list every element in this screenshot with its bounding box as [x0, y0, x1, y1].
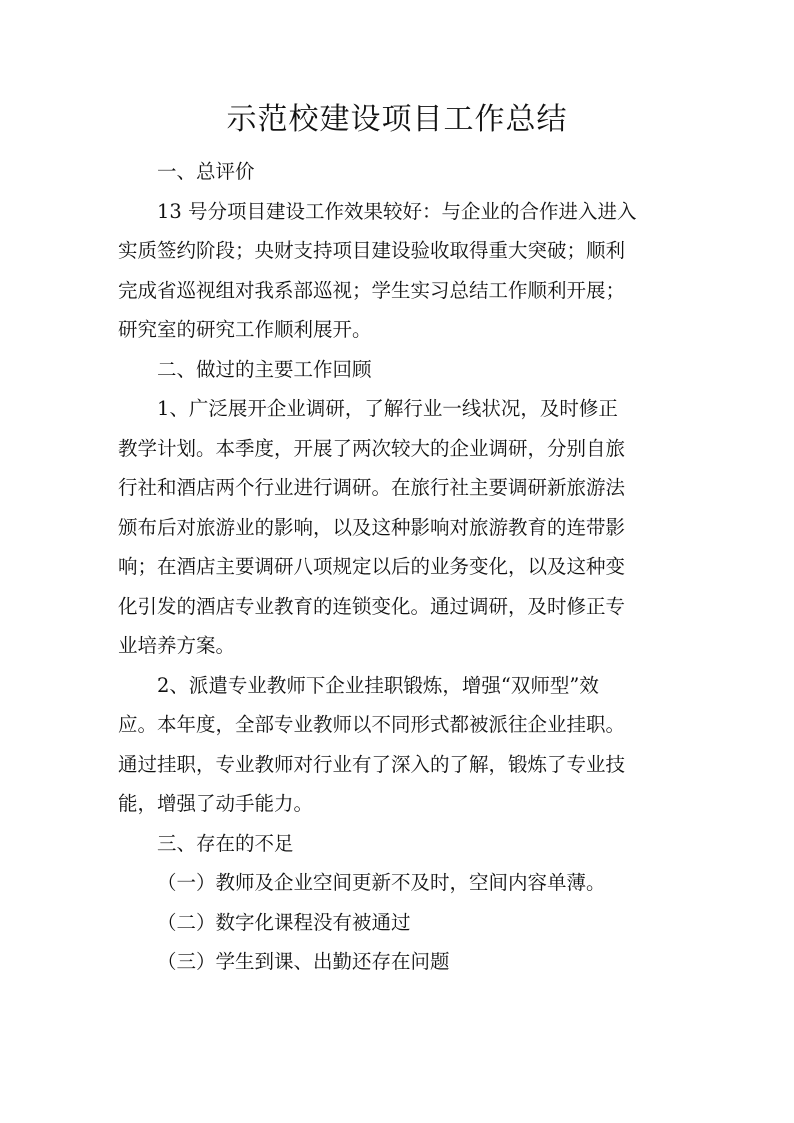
paragraph-line: 实质签约阶段；央财支持项目建设验收取得重大突破；顺利: [118, 239, 626, 262]
paragraph-line: 行社和酒店两个行业进行调研。在旅行社主要调研新旅游法: [118, 476, 626, 499]
paragraph-line: 研究室的研究工作顺利展开。: [118, 318, 372, 341]
section-heading-shortcomings: 三、存在的不足: [157, 831, 294, 855]
shortcoming-item-1: （一）教师及企业空间更新不及时，空间内容单薄。: [157, 871, 606, 894]
paragraph-line: 响；在酒店主要调研八项规定以后的业务变化，以及这种变: [118, 555, 626, 578]
evaluation-paragraph: [118, 192, 680, 350]
paragraph-line: 化引发的酒店专业教育的连锁变化。通过调研，及时修正专: [118, 594, 626, 618]
shortcoming-item-2: （二）数字化课程没有被通过: [157, 910, 411, 934]
paragraph-line: 13 号分项目建设工作效果较好：与企业的合作进入进入: [157, 199, 637, 223]
paragraph-line: 通过挂职，专业教师对行业有了深入的了解，锻炼了专业技: [118, 752, 626, 776]
review-item-1: [118, 389, 680, 666]
paragraph-line: 2、派遣专业教师下企业挂职锻炼，增强“双师型”效: [157, 673, 599, 697]
paragraph-line: 颁布后对旅游业的影响，以及这种影响对旅游教育的连带影: [118, 515, 626, 539]
section-heading-evaluation: 一、总评价: [157, 160, 255, 183]
paragraph-line: 能，增强了动手能力。: [118, 792, 314, 815]
paragraph-line: 教学计划。本季度，开展了两次较大的企业调研，分别自旅: [118, 436, 626, 460]
review-item-2: [118, 666, 680, 824]
document-title: 示范校建设项目工作总结: [226, 102, 568, 137]
section-heading-review: 二、做过的主要工作回顾: [157, 357, 372, 381]
shortcoming-item-3: （三）学生到课、出勤还存在问题: [157, 950, 450, 973]
paragraph-line: 1、广泛展开企业调研，了解行业一线状况，及时修正: [157, 397, 618, 420]
paragraph-line: 业培养方案。: [118, 634, 236, 657]
paragraph-line: 完成省巡视组对我系部巡视；学生实习总结工作顺利开展；: [118, 278, 626, 302]
paragraph-line: 应。本年度，全部专业教师以不同形式都被派往企业挂职。: [118, 713, 626, 736]
document-body: [118, 152, 680, 982]
